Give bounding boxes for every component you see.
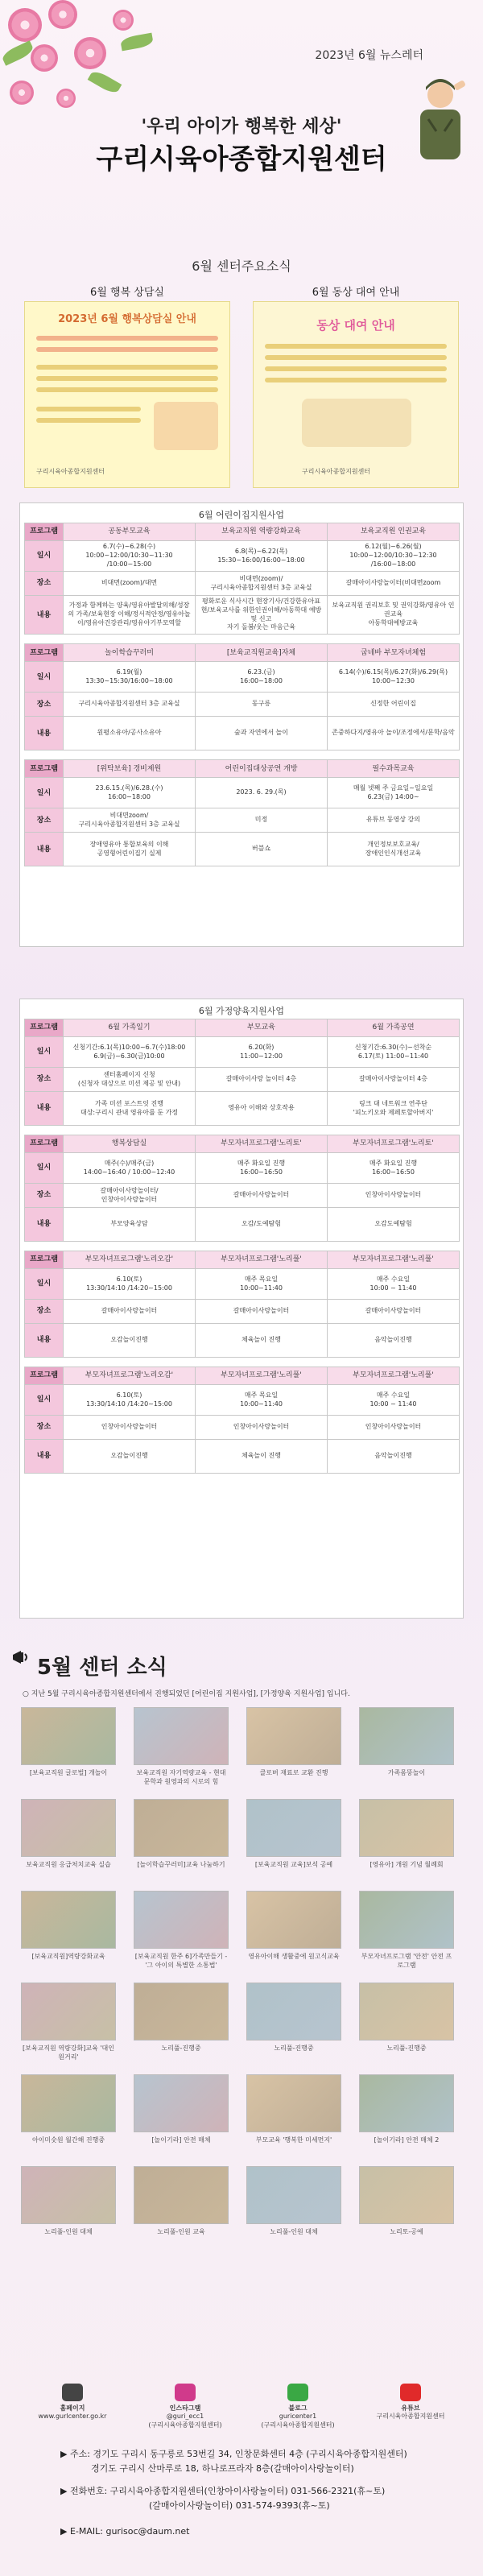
homepage-icon bbox=[62, 2384, 83, 2401]
activity-photo bbox=[359, 2074, 454, 2132]
row-label: 프로그램 bbox=[25, 760, 64, 778]
table-cell: 음악놀이진행 bbox=[328, 1440, 460, 1474]
photo-caption: 노리토-공예 bbox=[390, 2228, 423, 2235]
table-cell: 6.8(목)~6.22(목) 15:30~16:00/16:00~18:00 bbox=[196, 541, 328, 572]
table-cell: 존중하다지/영유아 놀이/조정에서/문학/음악 bbox=[328, 717, 460, 750]
phone-line-2: (갈매아이사랑놀이터) 031-574-9393(휴~토) bbox=[149, 2500, 330, 2511]
program-name-cell: 부모자녀프로그램'노리풀' bbox=[196, 1367, 328, 1385]
photo-caption: 보육교직원 자기역량교육 - 현대 문학과 원영과의 시로의 힘 bbox=[136, 1769, 226, 1785]
flower-decoration bbox=[31, 44, 58, 72]
phone-line: ▶ 전화번호: 구리시육아종합지원센터(인창아이사랑놀이터) 031-566-2321(휴~토) bbox=[60, 2486, 386, 2496]
poster-text-line bbox=[36, 376, 218, 381]
rental-poster-title: 동상 대여 안내 bbox=[316, 318, 395, 333]
footer-link-title: 인스타그램 bbox=[169, 2404, 201, 2412]
program-name-cell: [위탁보육] 경비제원 bbox=[64, 760, 196, 778]
rental-poster-footer: 구리시육아종합지원센터 bbox=[302, 468, 371, 475]
table-cell: 오감도예탐험 bbox=[328, 1208, 460, 1242]
photo-caption: [보육교직원 한주 6]가족만들기 - '그 아이의 특별한 소통법' bbox=[134, 1953, 228, 1969]
footer-link-sub: www.gurlcenter.go.kr bbox=[38, 2413, 107, 2421]
table-cell: 비대면(zoom)/대면 bbox=[64, 572, 196, 596]
counsel-poster-title: 2023년 6월 행복상담실 안내 bbox=[58, 313, 196, 325]
program-name-cell: 부모자녀프로그램'노리풀' bbox=[328, 1367, 460, 1385]
activity-photo bbox=[359, 1707, 454, 1765]
photo-caption: 노리풀-인원 대체 bbox=[44, 2228, 93, 2235]
table-cell: 오감놀이진행 bbox=[64, 1324, 196, 1358]
activity-photo bbox=[21, 1799, 116, 1857]
activity-photo bbox=[134, 2166, 229, 2224]
row-label: 내용 bbox=[25, 1208, 64, 1242]
table-cell: 미정 bbox=[196, 808, 328, 833]
table-cell: 갈매아이사랑놀이터 bbox=[328, 1300, 460, 1324]
photo-caption: [보육교직원 교육]보석 공예 bbox=[254, 1861, 333, 1868]
table-cell: 갈매아이사랑놀이터/ 인창아이사랑놀이터 bbox=[64, 1184, 196, 1208]
table-cell: 6.20(화) 11:00~12:00 bbox=[196, 1037, 328, 1068]
table-spacer bbox=[25, 635, 460, 644]
footer-link-3[interactable] bbox=[362, 2384, 459, 2421]
poster-illustration bbox=[302, 399, 411, 447]
flower-decoration bbox=[113, 10, 134, 31]
program-name-cell: 부모자녀프로그램'노리풀' bbox=[196, 1251, 328, 1269]
poster-text-line bbox=[36, 365, 218, 370]
row-label: 프로그램 bbox=[25, 644, 64, 662]
poster-text-line bbox=[36, 418, 141, 423]
table-cell: 갈매아이사랑놀이터 bbox=[196, 1300, 328, 1324]
table-cell: 매주 화요일 진행 16:00~16:50 bbox=[328, 1153, 460, 1184]
daycare-table bbox=[24, 523, 460, 866]
header-subtitle: '우리 아이가 행복한 세상' bbox=[141, 117, 342, 137]
photo-caption: 영유아이해 생활중에 원고식교육 bbox=[248, 1953, 340, 1960]
activity-photo bbox=[246, 1707, 341, 1765]
program-name-cell: 공동부모교육 bbox=[64, 523, 196, 541]
blog-icon bbox=[287, 2384, 308, 2401]
table-cell: 유튜브 동영상 강의 bbox=[328, 808, 460, 833]
counsel-poster bbox=[24, 301, 230, 488]
table-cell: 2023. 6. 29.(목) bbox=[196, 778, 328, 808]
program-name-cell: 행복상담실 bbox=[64, 1135, 196, 1153]
table-cell: 체육놀이 진행 bbox=[196, 1440, 328, 1474]
row-label: 내용 bbox=[25, 1440, 64, 1474]
program-name-cell: 놀이학습꾸러미 bbox=[64, 644, 196, 662]
poster-text-line bbox=[265, 378, 447, 382]
table-cell: 음악놀이진행 bbox=[328, 1324, 460, 1358]
footer-link-0[interactable] bbox=[24, 2384, 121, 2421]
photo-caption: [보육교직원]역량강화교육 bbox=[31, 1953, 105, 1960]
program-name-cell: 6월 가족공연 bbox=[328, 1019, 460, 1037]
poster-illustration bbox=[154, 402, 218, 450]
row-label: 장소 bbox=[25, 808, 64, 833]
activity-photo bbox=[246, 1891, 341, 1949]
table-cell: 숲과 자연에서 놀이 bbox=[196, 717, 328, 750]
row-label: 프로그램 bbox=[25, 1367, 64, 1385]
photo-caption: 노리풀-인원 대체 bbox=[270, 2228, 318, 2235]
soldier-mascot-icon bbox=[412, 71, 469, 159]
photo-caption: [놀이학습꾸러미]교육 나눔하기 bbox=[137, 1861, 225, 1868]
activity-photo bbox=[21, 2166, 116, 2224]
table-cell: 6.10(토) 13:30/14:10 /14:20~15:00 bbox=[64, 1385, 196, 1416]
leaf-decoration bbox=[120, 33, 154, 52]
row-label: 프로그램 bbox=[25, 523, 64, 541]
row-label: 일시 bbox=[25, 1385, 64, 1416]
instagram-icon bbox=[175, 2384, 196, 2401]
activity-photo bbox=[134, 1983, 229, 2041]
row-label: 장소 bbox=[25, 572, 64, 596]
table-cell: 6.12(월)~6.26(월) 10:00~12:00/10:30~12:30 /16:00~18:00 bbox=[328, 541, 460, 572]
program-name-cell: 보육교직원 인권교육 bbox=[328, 523, 460, 541]
table-cell: 비대면(zoom)/ 구리시육아종합지원센터 3층 교육실 bbox=[196, 572, 328, 596]
activity-photo bbox=[21, 1891, 116, 1949]
footer-link-sub: @guri_ecc1 (구리시육아종합지원센터) bbox=[148, 2413, 222, 2429]
program-name-cell: 부모교육 bbox=[196, 1019, 328, 1037]
rental-poster bbox=[253, 301, 459, 488]
home-parenting-table bbox=[19, 999, 464, 1619]
row-label: 장소 bbox=[25, 1184, 64, 1208]
may-news-note: ○ 지난 5월 구리시육아종합지원센터에서 진행되었던 [어린이집 지원사업], [가정양육 지원사업] 입니다. bbox=[23, 1690, 350, 1698]
poster-text-line bbox=[36, 336, 218, 341]
table-cell: 갈매아이사랑놀이터 bbox=[196, 1184, 328, 1208]
footer-link-title: 홈페이지 bbox=[60, 2404, 85, 2412]
table-title: 6월 어린이집지원사업 bbox=[198, 510, 285, 520]
newsletter-date: 2023년 6월 뉴스레터 bbox=[315, 49, 423, 62]
row-label: 일시 bbox=[25, 1153, 64, 1184]
row-label: 장소 bbox=[25, 1300, 64, 1324]
table-spacer bbox=[25, 1358, 460, 1367]
table-cell: 인창아이사랑놀이터 bbox=[64, 1416, 196, 1440]
row-label: 내용 bbox=[25, 1092, 64, 1126]
activity-photo bbox=[21, 2074, 116, 2132]
row-label: 장소 bbox=[25, 693, 64, 717]
table-cell: 영유아 이해와 상호작용 bbox=[196, 1092, 328, 1126]
table-cell: 매주 목요일 10:00~11:40 bbox=[196, 1385, 328, 1416]
photo-caption: [보육교직원 글로벌] 개놀이 bbox=[29, 1769, 108, 1776]
photo-caption: 부모자녀프로그램 '안전' 안전 프로그램 bbox=[361, 1953, 452, 1969]
header bbox=[0, 0, 483, 176]
table-cell: 신정한 어린이집 bbox=[328, 693, 460, 717]
row-label: 프로그램 bbox=[25, 1251, 64, 1269]
june-rental-heading: 6월 동상 대여 안내 bbox=[312, 287, 400, 299]
poster-text-line bbox=[36, 387, 218, 392]
may-news-title: 5월 센터 소식 bbox=[37, 1656, 167, 1680]
footer-link-2[interactable] bbox=[250, 2384, 346, 2429]
photo-caption: 클로버 재료로 교환 진행 bbox=[259, 1769, 328, 1776]
counsel-poster-footer: 구리시육아종합지원센터 bbox=[36, 468, 105, 475]
poster-text-line bbox=[265, 366, 447, 371]
table-spacer bbox=[25, 750, 460, 760]
table-cell: 원평소유아/공사소유아 bbox=[64, 717, 196, 750]
footer-link-sub: guricenter1 (구리시육아종합지원센터) bbox=[261, 2413, 335, 2429]
activity-photo bbox=[246, 2166, 341, 2224]
table-cell: 오감/도예탐험 bbox=[196, 1208, 328, 1242]
row-label: 일시 bbox=[25, 1037, 64, 1068]
row-label: 프로그램 bbox=[25, 1135, 64, 1153]
flower-decoration bbox=[56, 89, 76, 108]
activity-photo bbox=[134, 1707, 229, 1765]
leaf-decoration bbox=[0, 40, 35, 65]
table-cell: 갈매아이사랑놀이터 bbox=[64, 1300, 196, 1324]
table-cell: 링크 대 네트워크 연주단 '피노키오와 제페토할아버지' bbox=[328, 1092, 460, 1126]
table-cell: 6.14(수)/6.15(목)/6.27(화)/6.29(목) 10:00~12:30 bbox=[328, 662, 460, 693]
table-cell: 버블쇼 bbox=[196, 833, 328, 866]
table-spacer bbox=[25, 1242, 460, 1251]
activity-photo bbox=[21, 1707, 116, 1765]
address-line: ▶ 주소: 경기도 구리시 동구릉로 53번길 34, 인창문화센터 4층 (구리시육아종합지원센터) bbox=[60, 2449, 407, 2459]
megaphone-icon bbox=[11, 1648, 29, 1667]
row-label: 내용 bbox=[25, 717, 64, 750]
table-cell: 매주 수요일 10:00 ~ 11:40 bbox=[328, 1269, 460, 1300]
table-cell: 6.23.(금) 16:00~18:00 bbox=[196, 662, 328, 693]
activity-photo bbox=[246, 1799, 341, 1857]
photo-caption: 부모교육 '행복한 미세먼지' bbox=[255, 2136, 332, 2144]
table-cell: 갈매아이사랑 놀이터 4층 bbox=[196, 1068, 328, 1092]
activity-photo bbox=[134, 1799, 229, 1857]
leaf-decoration bbox=[88, 68, 122, 96]
table-cell: 동구릉 bbox=[196, 693, 328, 717]
table-cell: 23.6.15.(목)/6.28.(수) 16:00~18:00 bbox=[64, 778, 196, 808]
poster-text-line bbox=[36, 347, 218, 352]
activity-photo bbox=[359, 2166, 454, 2224]
program-name-cell: 부모자녀프로그램'노리오감' bbox=[64, 1251, 196, 1269]
daycare-support-table bbox=[19, 502, 464, 947]
table-cell: 비대면zoom/ 구리시육아종합지원센터 3층 교육실 bbox=[64, 808, 196, 833]
june-counsel-heading: 6월 행복 상담실 bbox=[90, 287, 164, 299]
table-cell: 개인정보보호교육/ 장애인인식개선교육 bbox=[328, 833, 460, 866]
table-cell: 구리시육아종합지원센터 3층 교육실 bbox=[64, 693, 196, 717]
photo-caption: [보육교직원 역량강화]교육 '대인 원거리' bbox=[23, 2045, 114, 2061]
photo-caption: 노리풀-진행중 bbox=[274, 2045, 314, 2052]
table-cell: 6.7(수)~6.28(수) 10:00~12:00/10:30~11:30 /10:00~15:00 bbox=[64, 541, 196, 572]
table-cell: 신청기간:6.1(목)10:00~6.7(수)18:00 6.9(금)~6.30(금)10:00 bbox=[64, 1037, 196, 1068]
photo-caption: 노리풀-진행중 bbox=[161, 2045, 201, 2052]
flower-decoration bbox=[48, 0, 77, 29]
row-label: 내용 bbox=[25, 596, 64, 635]
table-cell: 보육교직원 권리보호 및 권익강화/영유아 인권교육 아동학대예방교육 bbox=[328, 596, 460, 635]
table-cell: 인창아이사랑놀이터 bbox=[328, 1416, 460, 1440]
activity-photo bbox=[134, 2074, 229, 2132]
address-line-2: 경기도 구리시 산마루로 18, 하나로프라자 8층(갈매아이사랑놀이터) bbox=[91, 2463, 354, 2474]
table-title: 6월 가정양육지원사업 bbox=[198, 1006, 285, 1016]
activity-photo bbox=[359, 1799, 454, 1857]
program-name-cell: 보육교직원 역량강화교육 bbox=[196, 523, 328, 541]
activity-photo bbox=[134, 1891, 229, 1949]
flower-decoration bbox=[74, 37, 106, 69]
table-cell: 가정과 함께하는 양육/영유아발달의해/성장의 가족/보육현장 이해/정서적안정/영유아놀이/영유아건강관리/영유아기부모역할 bbox=[64, 596, 196, 635]
table-cell: 매주(수)/매주(금) 14:00~16:40 / 10:00~12:40 bbox=[64, 1153, 196, 1184]
row-label: 장소 bbox=[25, 1068, 64, 1092]
email-line: ▶ E-MAIL: gurisoc@daum.net bbox=[60, 2526, 190, 2537]
table-cell: 부모양육상담 bbox=[64, 1208, 196, 1242]
poster-text-line bbox=[265, 344, 447, 349]
program-name-cell: 부모자녀프로그램'노리토' bbox=[328, 1135, 460, 1153]
row-label: 일시 bbox=[25, 778, 64, 808]
photo-caption: 보육교직원 응급처치교육 실습 bbox=[26, 1861, 111, 1868]
table-cell: 평화로운 식사시간 현장기사/건강한유아표현/보육교사를 위한인권이해/아동학대 예방 및 신고 자기 돌봄/웃는 마음근육 bbox=[196, 596, 328, 635]
table-cell: 가족 미션 포스트잇 진행 대상:구리시 관내 영유아를 둔 가정 bbox=[64, 1092, 196, 1126]
table-cell: 매주 수요일 10:00 ~ 11:40 bbox=[328, 1385, 460, 1416]
table-cell: 신청기간:6.30(수)~선착순 6.17(토) 11:00~11:40 bbox=[328, 1037, 460, 1068]
program-name-cell: 부모자녀프로그램'노리오감' bbox=[64, 1367, 196, 1385]
program-name-cell: [보육교직원교육]자체 bbox=[196, 644, 328, 662]
photo-caption: [놀이기라] 안전 매체 2 bbox=[374, 2136, 440, 2144]
june-news-title: 6월 센터주요소식 bbox=[192, 258, 291, 274]
program-name-cell: 굽네바 부모자녀체험 bbox=[328, 644, 460, 662]
header-title: 구리시육아종합지원센터 bbox=[96, 143, 387, 176]
table-cell: 갈매아이사랑놀이터 4층 bbox=[328, 1068, 460, 1092]
table-cell: 매월 넷째 주 금요일~일요일 6.23(금) 14:00~ bbox=[328, 778, 460, 808]
table-cell: 인창아이사랑놀이터 bbox=[328, 1184, 460, 1208]
activity-photo bbox=[359, 1891, 454, 1949]
table-cell: 센터홈페이지 신청 (신청자 대상으로 미션 제공 및 안내) bbox=[64, 1068, 196, 1092]
row-label: 장소 bbox=[25, 1416, 64, 1440]
footer-link-sub: 구리시육아종합지원센터 bbox=[376, 2413, 445, 2421]
table-cell: 6.19(월) 13:30~15:30/16:00~18:00 bbox=[64, 662, 196, 693]
program-name-cell: 어린이집대상공연 개방 bbox=[196, 760, 328, 778]
footer-link-title: 블로그 bbox=[288, 2404, 308, 2412]
poster-text-line bbox=[265, 355, 447, 360]
photo-caption: [영유아] 개원 기념 월례회 bbox=[369, 1861, 444, 1868]
program-name-cell: 부모자녀프로그램'노리토' bbox=[196, 1135, 328, 1153]
row-label: 일시 bbox=[25, 1269, 64, 1300]
footer-link-title: 유튜브 bbox=[401, 2404, 420, 2412]
table-cell: 갈매아이사랑놀이터(비대면zoom bbox=[328, 572, 460, 596]
table-cell: 오감놀이진행 bbox=[64, 1440, 196, 1474]
parenting-table bbox=[24, 1019, 460, 1474]
row-label: 프로그램 bbox=[25, 1019, 64, 1037]
program-name-cell: 6월 가족일기 bbox=[64, 1019, 196, 1037]
table-cell: 매주 목요일 10:00~11:40 bbox=[196, 1269, 328, 1300]
activity-photo bbox=[246, 2074, 341, 2132]
activity-photo bbox=[21, 1983, 116, 2041]
photo-caption: 아이미숫원 월간해 진행중 bbox=[31, 2136, 105, 2144]
table-cell: 6.10(토) 13:30/14:10 /14:20~15:00 bbox=[64, 1269, 196, 1300]
youtube-icon bbox=[400, 2384, 421, 2401]
table-cell: 매주 화요일 진행 16:00~16:50 bbox=[196, 1153, 328, 1184]
table-cell: 체육놀이 진행 bbox=[196, 1324, 328, 1358]
poster-text-line bbox=[36, 407, 141, 411]
row-label: 일시 bbox=[25, 541, 64, 572]
program-name-cell: 부모자녀프로그램'노리풀' bbox=[328, 1251, 460, 1269]
flower-decoration bbox=[8, 8, 42, 42]
footer-link-1[interactable] bbox=[137, 2384, 233, 2429]
photo-caption: 노리풀-진행중 bbox=[386, 2045, 427, 2052]
activity-photo bbox=[359, 1983, 454, 2041]
row-label: 내용 bbox=[25, 1324, 64, 1358]
row-label: 내용 bbox=[25, 833, 64, 866]
table-cell: 장애영유아 통합보육의 이해 공영형어린이집기 실제 bbox=[64, 833, 196, 866]
photo-caption: 가족몸뚱놀이 bbox=[387, 1769, 426, 1776]
row-label: 일시 bbox=[25, 662, 64, 693]
photo-caption: [놀이기라] 안전 매체 bbox=[151, 2136, 211, 2144]
table-spacer bbox=[25, 1126, 460, 1135]
table-cell: 인창아이사랑놀이터 bbox=[196, 1416, 328, 1440]
program-name-cell: 필수과목교육 bbox=[328, 760, 460, 778]
flower-decoration bbox=[10, 81, 34, 105]
activity-photo bbox=[246, 1983, 341, 2041]
photo-caption: 노리풀-인원 교육 bbox=[157, 2228, 205, 2235]
